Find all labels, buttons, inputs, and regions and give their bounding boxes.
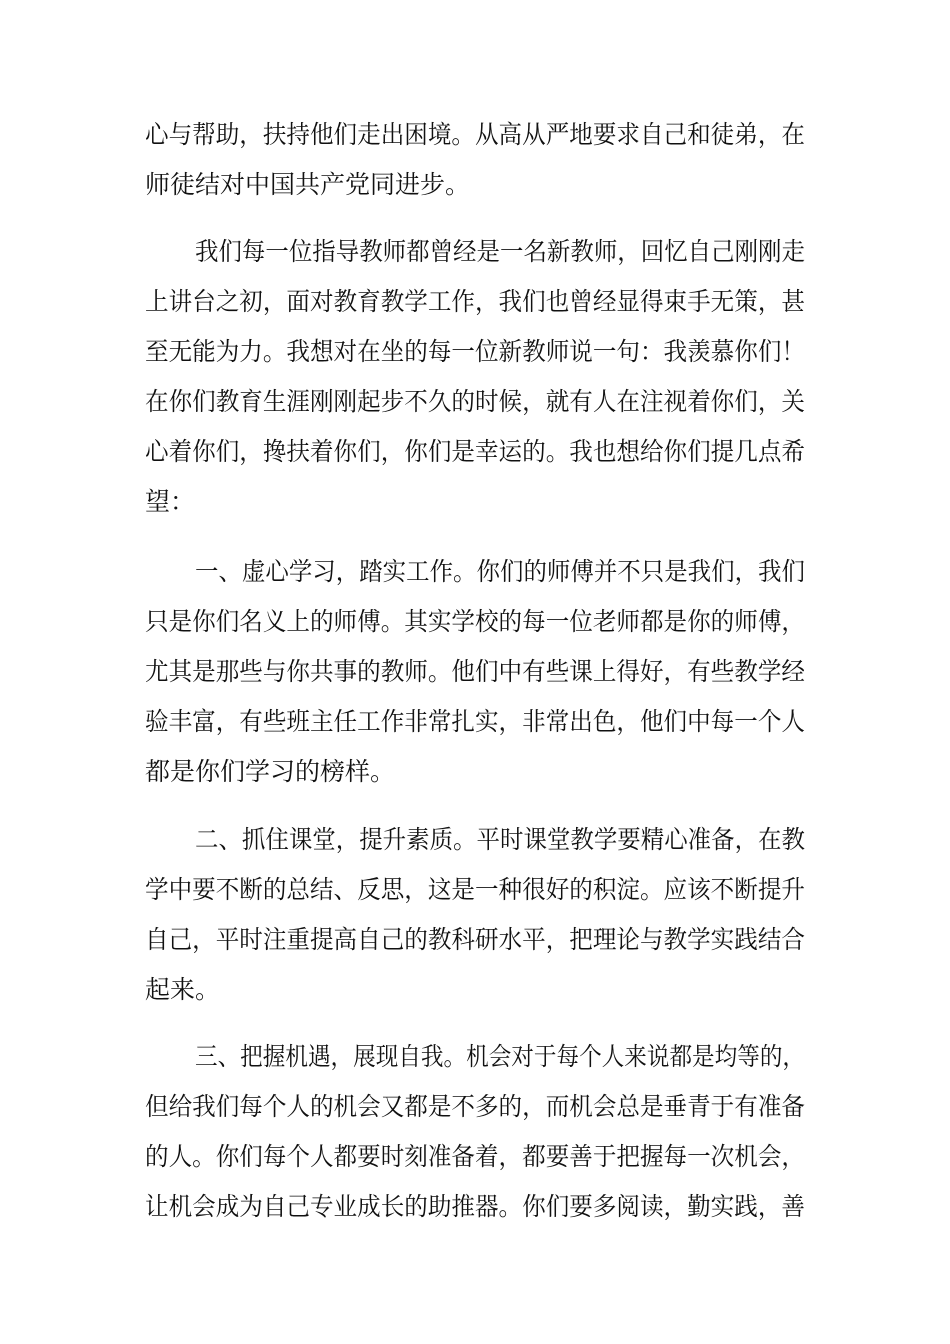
text-line-content: 心着你们，搀扶着你们，你们是幸运的。我也想给你们提几点希 xyxy=(145,437,805,466)
text-line-content: 望： xyxy=(145,487,196,516)
text-line-content: 上讲台之初，面对教育教学工作，我们也曾经显得束手无策，甚 xyxy=(145,287,805,316)
text-line-content: 的人。你们每个人都要时刻准备着，都要善于把握每一次机会， xyxy=(145,1142,805,1171)
text-line xyxy=(0,1031,950,1083)
text-line-content: 二、抓住课堂，提升素质。平时课堂教学要精心准备，在教 xyxy=(195,825,805,854)
text-line xyxy=(0,476,950,528)
text-line xyxy=(0,226,950,278)
text-line xyxy=(0,326,950,378)
text-line xyxy=(0,1081,950,1133)
text-line-content: 自己，平时注重提高自己的教科研水平，把理论与教学实践结合 xyxy=(145,925,805,954)
text-line-content: 起来。 xyxy=(145,975,221,1004)
text-line-content: 让机会成为自己专业成长的助推器。你们要多阅读，勤实践，善 xyxy=(145,1192,805,1221)
text-line xyxy=(0,596,950,648)
text-line xyxy=(0,646,950,698)
text-line xyxy=(0,696,950,748)
text-line xyxy=(0,914,950,966)
text-line-content: 验丰富，有些班主任工作非常扎实，非常出色，他们中每一个人 xyxy=(145,707,805,736)
text-line xyxy=(0,159,950,211)
text-line-content: 但给我们每个人的机会又都是不多的，而机会总是垂青于有准备 xyxy=(145,1092,805,1121)
text-line-content: 都是你们学习的榜样。 xyxy=(145,757,396,786)
text-line-content: 在你们教育生涯刚刚起步不久的时候，就有人在注视着你们，关 xyxy=(145,387,805,416)
text-line xyxy=(0,864,950,916)
text-line-content: 心与帮助，扶持他们走出困境。从高从严地要求自己和徒弟，在 xyxy=(145,120,805,149)
text-line xyxy=(0,746,950,798)
text-line xyxy=(0,964,950,1016)
text-line-content: 尤其是那些与你共事的教师。他们中有些课上得好，有些教学经 xyxy=(145,657,805,686)
text-line-content: 一、虚心学习，踏实工作。你们的师傅并不只是我们，我们 xyxy=(195,557,805,586)
text-line xyxy=(0,109,950,161)
text-line xyxy=(0,376,950,428)
text-line-content: 只是你们名义上的师傅。其实学校的每一位老师都是你的师傅， xyxy=(145,607,805,636)
text-line-content: 至无能为力。我想对在坐的每一位新教师说一句：我羡慕你们！ xyxy=(145,337,805,366)
text-line xyxy=(0,1181,950,1233)
text-line xyxy=(0,276,950,328)
text-line xyxy=(0,546,950,598)
text-line-content: 学中要不断的总结、反思，这是一种很好的积淀。应该不断提升 xyxy=(145,875,805,904)
text-line xyxy=(0,1131,950,1183)
text-line-content: 我们每一位指导教师都曾经是一名新教师，回忆自己刚刚走 xyxy=(195,237,805,266)
text-line xyxy=(0,426,950,478)
text-line-content: 师徒结对中国共产党同进步。 xyxy=(145,170,471,199)
text-line-content: 三、把握机遇，展现自我。机会对于每个人来说都是均等的， xyxy=(195,1042,806,1071)
text-line xyxy=(0,814,950,866)
